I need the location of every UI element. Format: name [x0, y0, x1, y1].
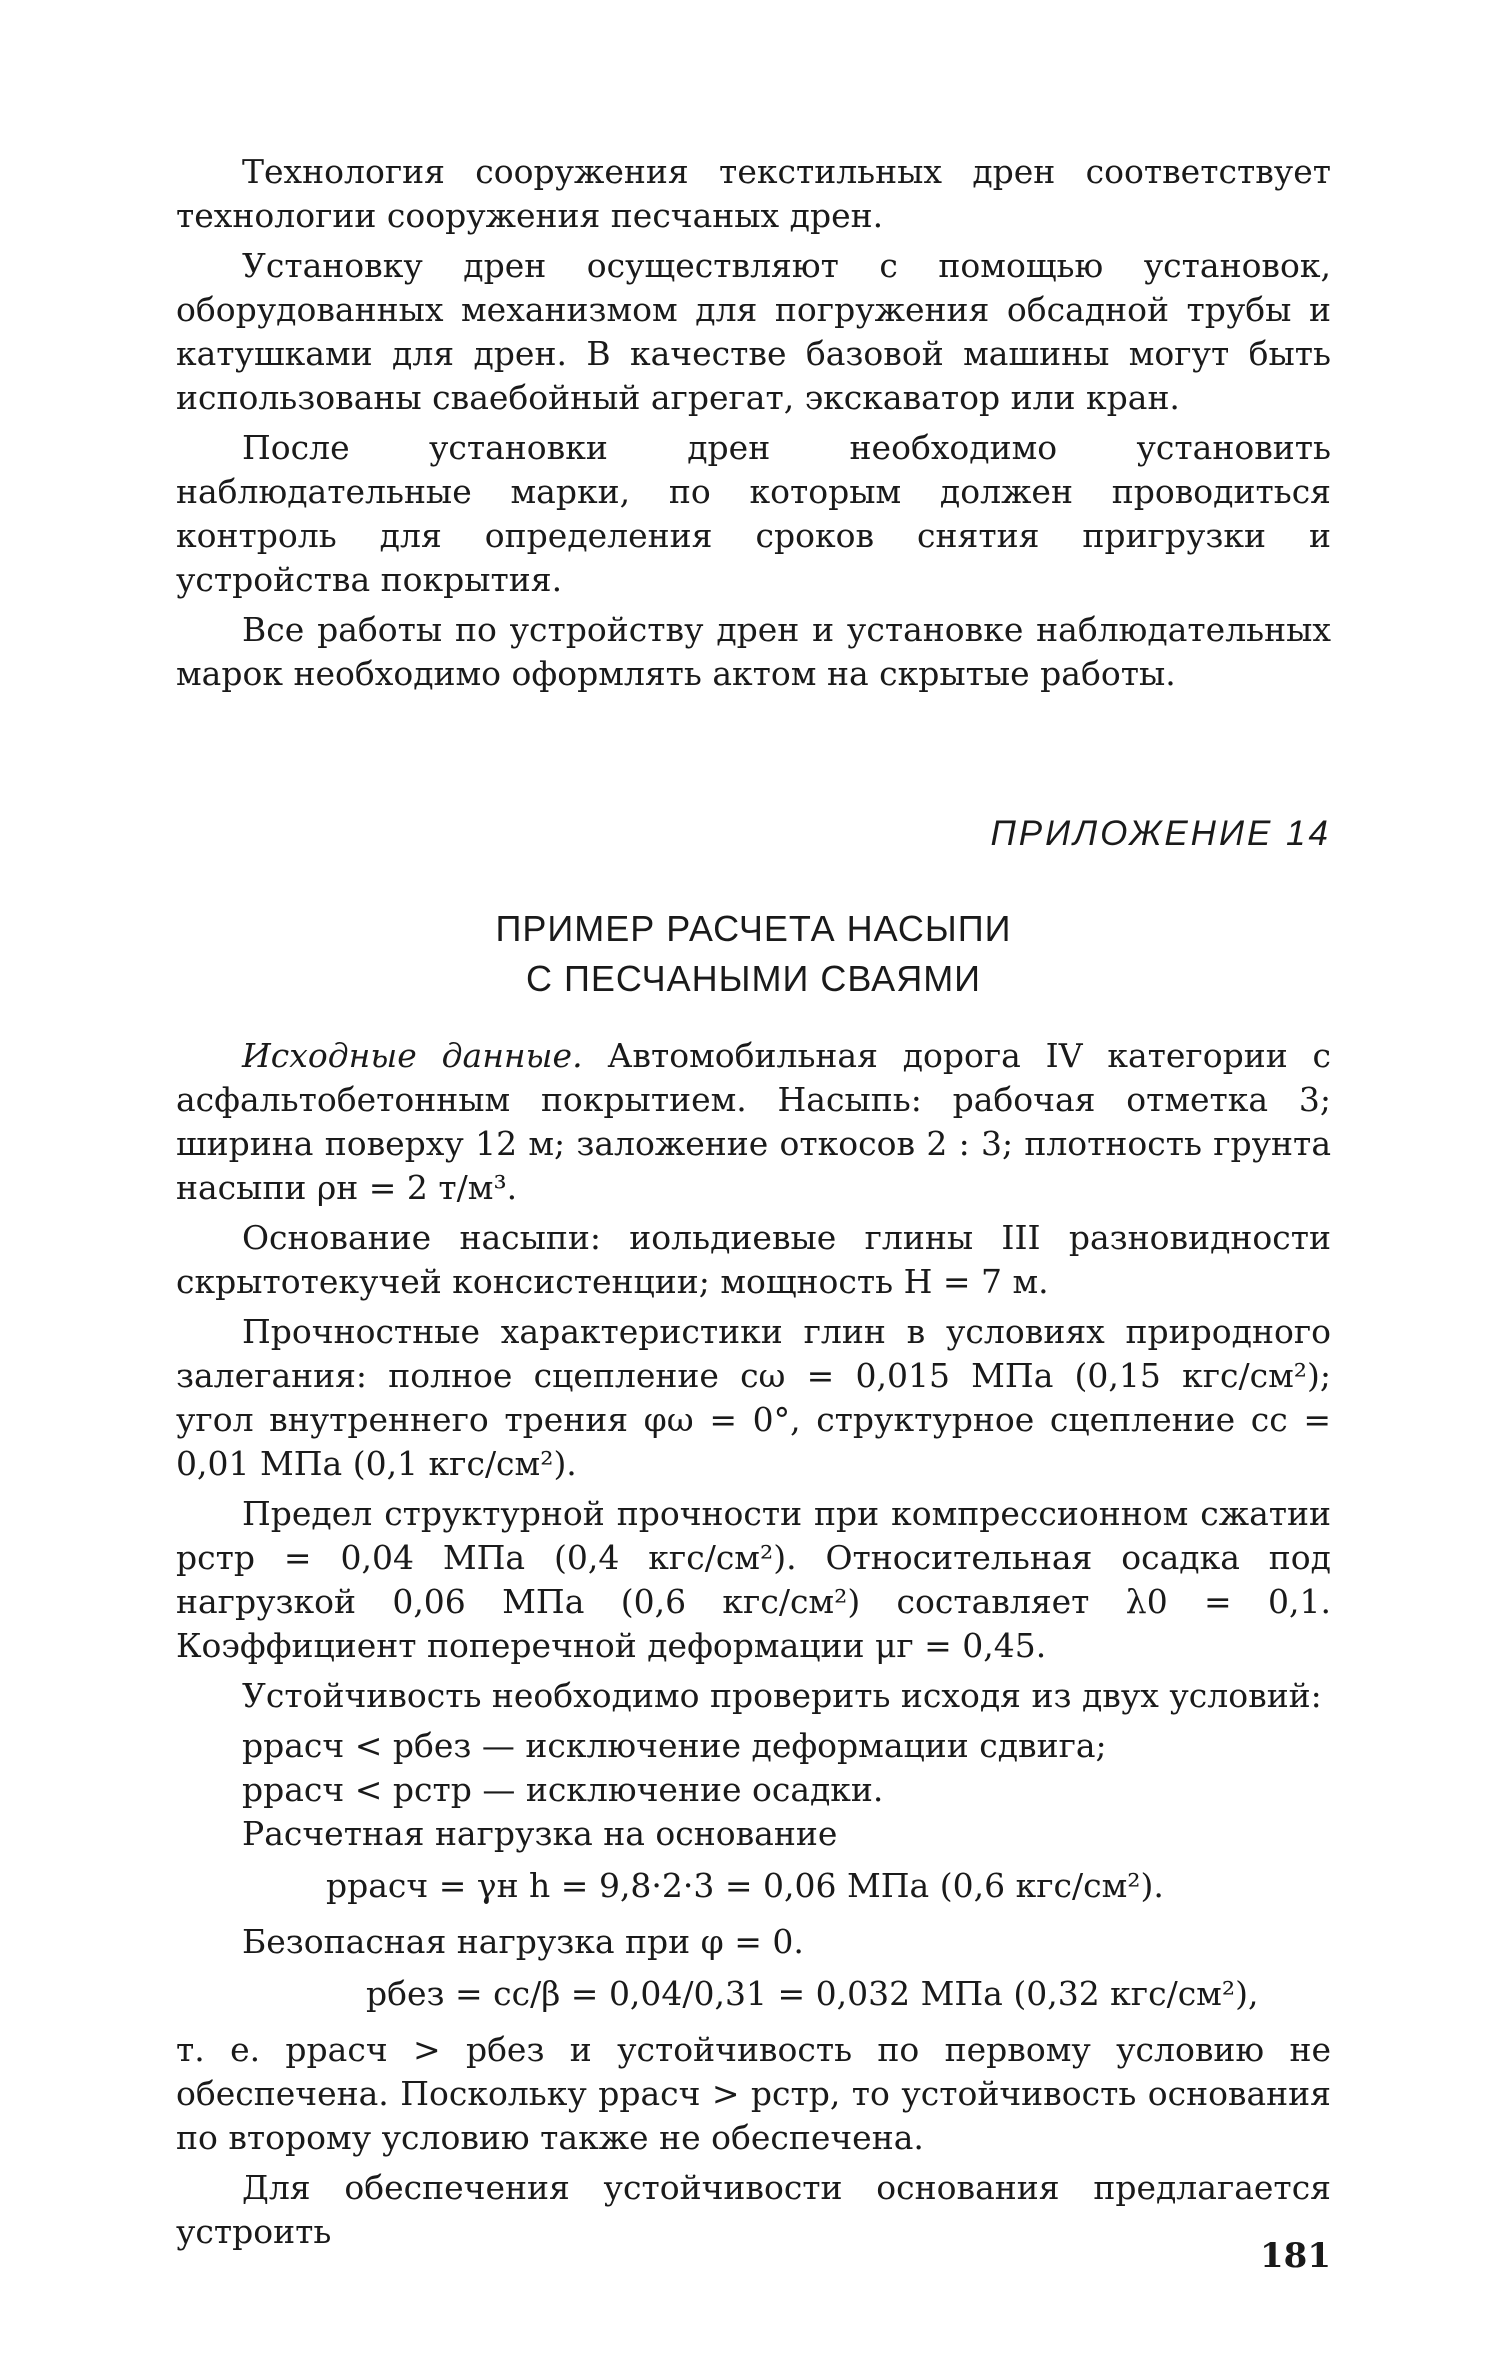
document-page — [176, 150, 1331, 2310]
paragraph-strength-characteristics: Прочностные характеристики глин в условиях природного залегания: полное сцепление cω = 0,015 МПа (0,15 кгс/см²); угол внутреннего трения φω = 0°, структурное сцепление cс = 0,01 МПа (0,1 кгс/см²). — [176, 1312, 1331, 1483]
formula-design-load: pрасч = γн h = 9,8·2·3 = 0,06 МПа (0,6 кгс/см²). — [326, 1866, 1164, 1905]
appendix-label: ПРИЛОЖЕНИЕ 14 — [990, 814, 1331, 853]
section-title — [176, 904, 1331, 1004]
paragraph-embankment-base: Основание насыпи: иольдиевые глины III разновидности скрытотекучей консистенции; мощность H = 7 м. — [176, 1218, 1331, 1301]
paragraph-structural-limit: Предел структурной прочности при компрессионном сжатии pстр = 0,04 МПа (0,4 кгс/см²). Относительная осадка под нагрузкой 0,06 МПа (0,6 кгс/см²) составляет λ0 = 0,1. Коэффициент поперечной деформации μг = 0,45. — [176, 1494, 1331, 1665]
paragraph-initial-data — [176, 1034, 1331, 1210]
initial-data-text: Автомобильная дорога IV категории с асфальтобетонным покрытием. Насыпь: рабочая отметка 3; ширина поверху 12 м; заложение откосов 2 : 3; плотность грунта насыпи ρн = 2 т/м³. — [176, 1036, 1331, 1207]
paragraph-observation-marks: После установки дрен необходимо установить наблюдательные марки, по которым должен проводиться контроль для определения сроков снятия пригрузки и устройства покрытия. — [176, 428, 1331, 599]
paragraph-conclusion: т. е. pрасч > pбез и устойчивость по первому условию не обеспечена. Поскольку pрасч > pстр, то устойчивость основания по второму условию также не обеспечена. — [176, 2030, 1331, 2157]
section-title-line-1: ПРИМЕР РАСЧЕТА НАСЫПИ — [495, 908, 1012, 949]
page-number: 181 — [1260, 2236, 1331, 2276]
paragraph-textile-drains: Технология сооружения текстильных дрен соответствует технологии сооружения песчаных дрен. — [176, 152, 1331, 235]
paragraph-drain-installation: Установку дрен осуществляют с помощью установок, оборудованных механизмом для погружения обсадной трубы и катушками для дрен. В качестве базовой машины могут быть использованы сваебойный агрегат, экскаватор или кран. — [176, 246, 1331, 417]
formula-safe-load: pбез = cс/β = 0,04/0,31 = 0,032 МПа (0,32 кгс/см²), — [366, 1974, 1259, 2013]
condition-settlement: pрасч < pстр — исключение осадки. — [242, 1770, 884, 1809]
paragraph-stability-conditions: Устойчивость необходимо проверить исходя из двух условий: — [242, 1676, 1322, 1715]
initial-data-label: Исходные данные. — [242, 1036, 583, 1075]
paragraph-design-load: Расчетная нагрузка на основание — [242, 1814, 838, 1853]
section-title-line-2: С ПЕСЧАНЫМИ СВАЯМИ — [525, 958, 982, 999]
paragraph-hidden-works-act: Все работы по устройству дрен и установке наблюдательных марок необходимо оформлять актом на скрытые работы. — [176, 610, 1331, 693]
paragraph-safe-load: Безопасная нагрузка при φ = 0. — [242, 1922, 804, 1961]
condition-shear: pрасч < pбез — исключение деформации сдвига; — [242, 1726, 1107, 1765]
paragraph-last: Для обеспечения устойчивости основания предлагается устроить — [176, 2168, 1331, 2251]
